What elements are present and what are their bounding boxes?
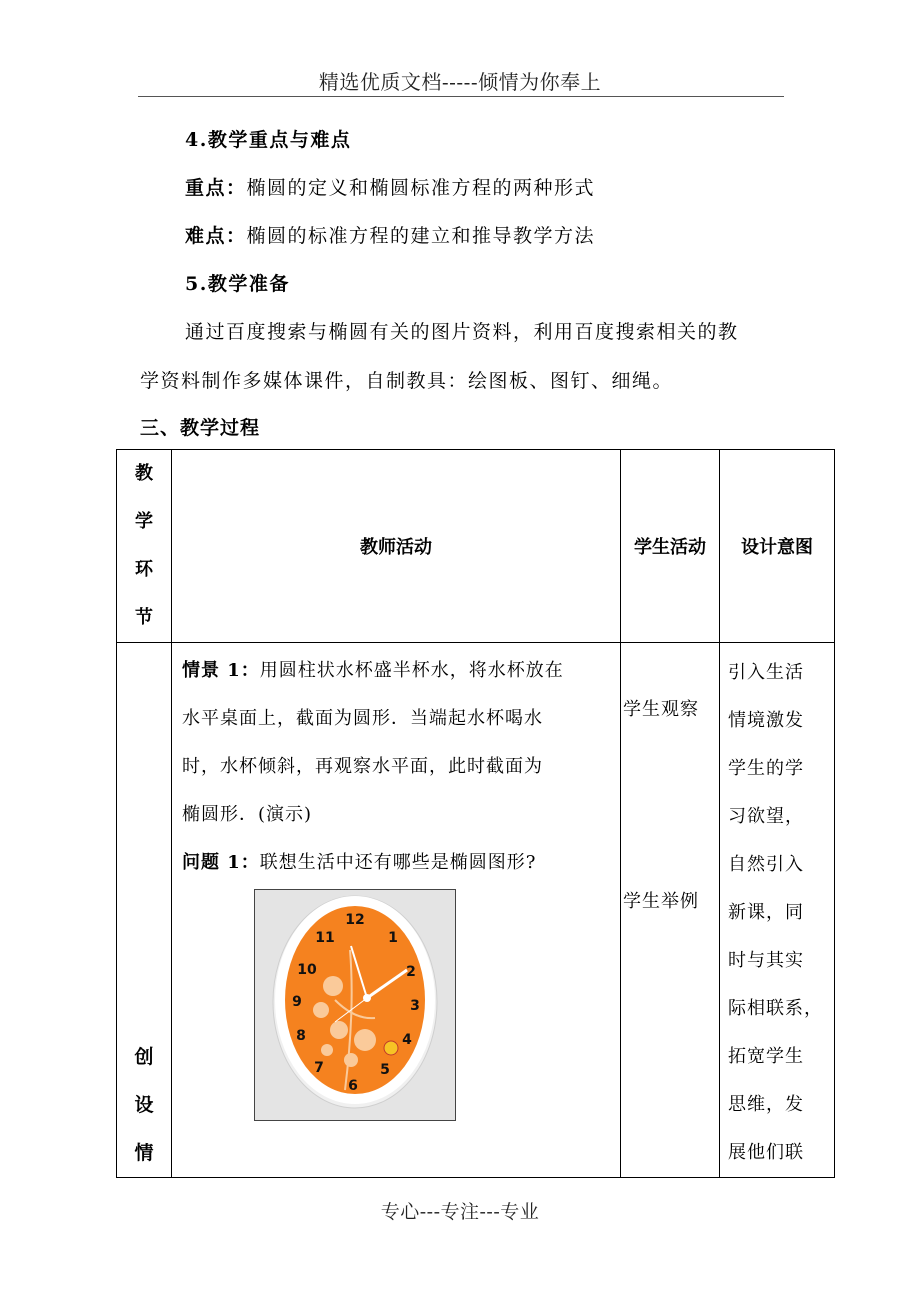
scene-text: 用圆柱状水杯盛半杯水，将水杯放在 — [259, 660, 564, 681]
intent-line: 拓宽学生 — [728, 1046, 804, 1067]
stage-cell — [117, 643, 172, 1178]
heading-preparation: 5.教学准备 — [185, 273, 290, 295]
scene-label: 情景 1： — [182, 660, 260, 681]
header-stage-char: 学 — [135, 511, 153, 532]
clock-numeral: 10 — [297, 962, 317, 978]
difficulty-line — [185, 221, 595, 248]
student-activity-observe: 学生观察 — [623, 699, 699, 720]
clock-numeral: 9 — [292, 994, 302, 1010]
stage-char: 情 — [134, 1142, 154, 1164]
table-header-row — [117, 450, 835, 643]
stage-char: 设 — [134, 1094, 154, 1116]
clock-numeral: 5 — [380, 1062, 390, 1078]
clock-numeral: 11 — [315, 930, 335, 946]
clock-numeral: 2 — [406, 964, 416, 980]
key-point-text: 椭圆的定义和椭圆标准方程的两种形式 — [246, 177, 596, 199]
prep-line-2: 学资料制作多媒体课件，自制教具：绘图板、图钉、细绳。 — [140, 370, 674, 392]
page-footer: 专心---专注---专业 — [380, 1201, 540, 1223]
student-activity-examples: 学生举例 — [623, 891, 699, 912]
scene-line-3: 时，水杯倾斜，再观察水平面，此时截面为 — [182, 756, 543, 777]
clock-illustration — [255, 890, 455, 1120]
intent-line: 自然引入 — [728, 854, 804, 875]
intent-line: 际相联系， — [728, 998, 823, 1019]
scene-line-4: 椭圆形．(演示) — [182, 804, 313, 825]
scene-line-2: 水平桌面上，截面为圆形．当端起水杯喝水 — [182, 708, 543, 729]
page-header: 精选优质文档-----倾情为你奉上 — [318, 70, 602, 94]
teaching-process-table — [116, 449, 835, 1178]
teacher-activity-cell — [172, 643, 621, 1178]
intent-line: 时与其实 — [728, 950, 804, 971]
design-intent-cell — [720, 643, 835, 1178]
question-label: 问题 1： — [182, 852, 260, 873]
section-teaching-process: 三、教学过程 — [140, 417, 261, 439]
header-teacher: 教师活动 — [172, 450, 621, 643]
intent-line: 新课，同 — [728, 902, 804, 923]
intent-line: 习欲望， — [728, 806, 804, 827]
clock-numeral: 1 — [388, 930, 398, 946]
scene-line-1 — [182, 647, 620, 695]
header-student: 学生活动 — [621, 450, 720, 643]
intent-line: 思维，发 — [728, 1094, 804, 1115]
clock-numeral: 3 — [410, 998, 420, 1014]
clock-numeral: 6 — [348, 1078, 358, 1094]
clock-numeral: 8 — [296, 1028, 306, 1044]
clock-badge — [384, 1041, 398, 1055]
header-stage-char: 教 — [135, 463, 153, 484]
student-activity-cell — [621, 643, 720, 1178]
stage-char: 创 — [134, 1046, 154, 1068]
header-stage-char: 环 — [135, 559, 153, 580]
table-row — [117, 643, 835, 1178]
clock-numeral: 7 — [314, 1060, 324, 1076]
prep-line-1: 通过百度搜索与椭圆有关的图片资料，利用百度搜索相关的教 — [185, 321, 739, 343]
intent-line: 展他们联 — [728, 1142, 804, 1163]
header-stage-char: 节 — [135, 607, 153, 628]
header-intent: 设计意图 — [720, 450, 835, 643]
header-stage — [117, 450, 172, 643]
question-line — [182, 839, 620, 887]
intent-line: 情境激发 — [728, 710, 804, 731]
clock-numeral: 12 — [345, 912, 365, 928]
clock-numeral: 4 — [402, 1032, 412, 1048]
heading-key-points: 4.教学重点与难点 — [185, 129, 352, 151]
clock-face — [285, 906, 425, 1094]
key-point-label: 重点： — [185, 177, 247, 199]
question-text: 联想生活中还有哪些是椭圆图形? — [259, 852, 537, 873]
intent-line: 学生的学 — [728, 758, 804, 779]
header-rule — [138, 96, 784, 97]
clock-center-pin — [363, 994, 371, 1002]
difficulty-text: 椭圆的标准方程的建立和推导教学方法 — [246, 225, 596, 247]
wall-clock-photo — [254, 889, 456, 1121]
difficulty-label: 难点： — [185, 225, 247, 247]
key-point-line — [185, 173, 595, 200]
intent-line: 引入生活 — [728, 662, 804, 683]
